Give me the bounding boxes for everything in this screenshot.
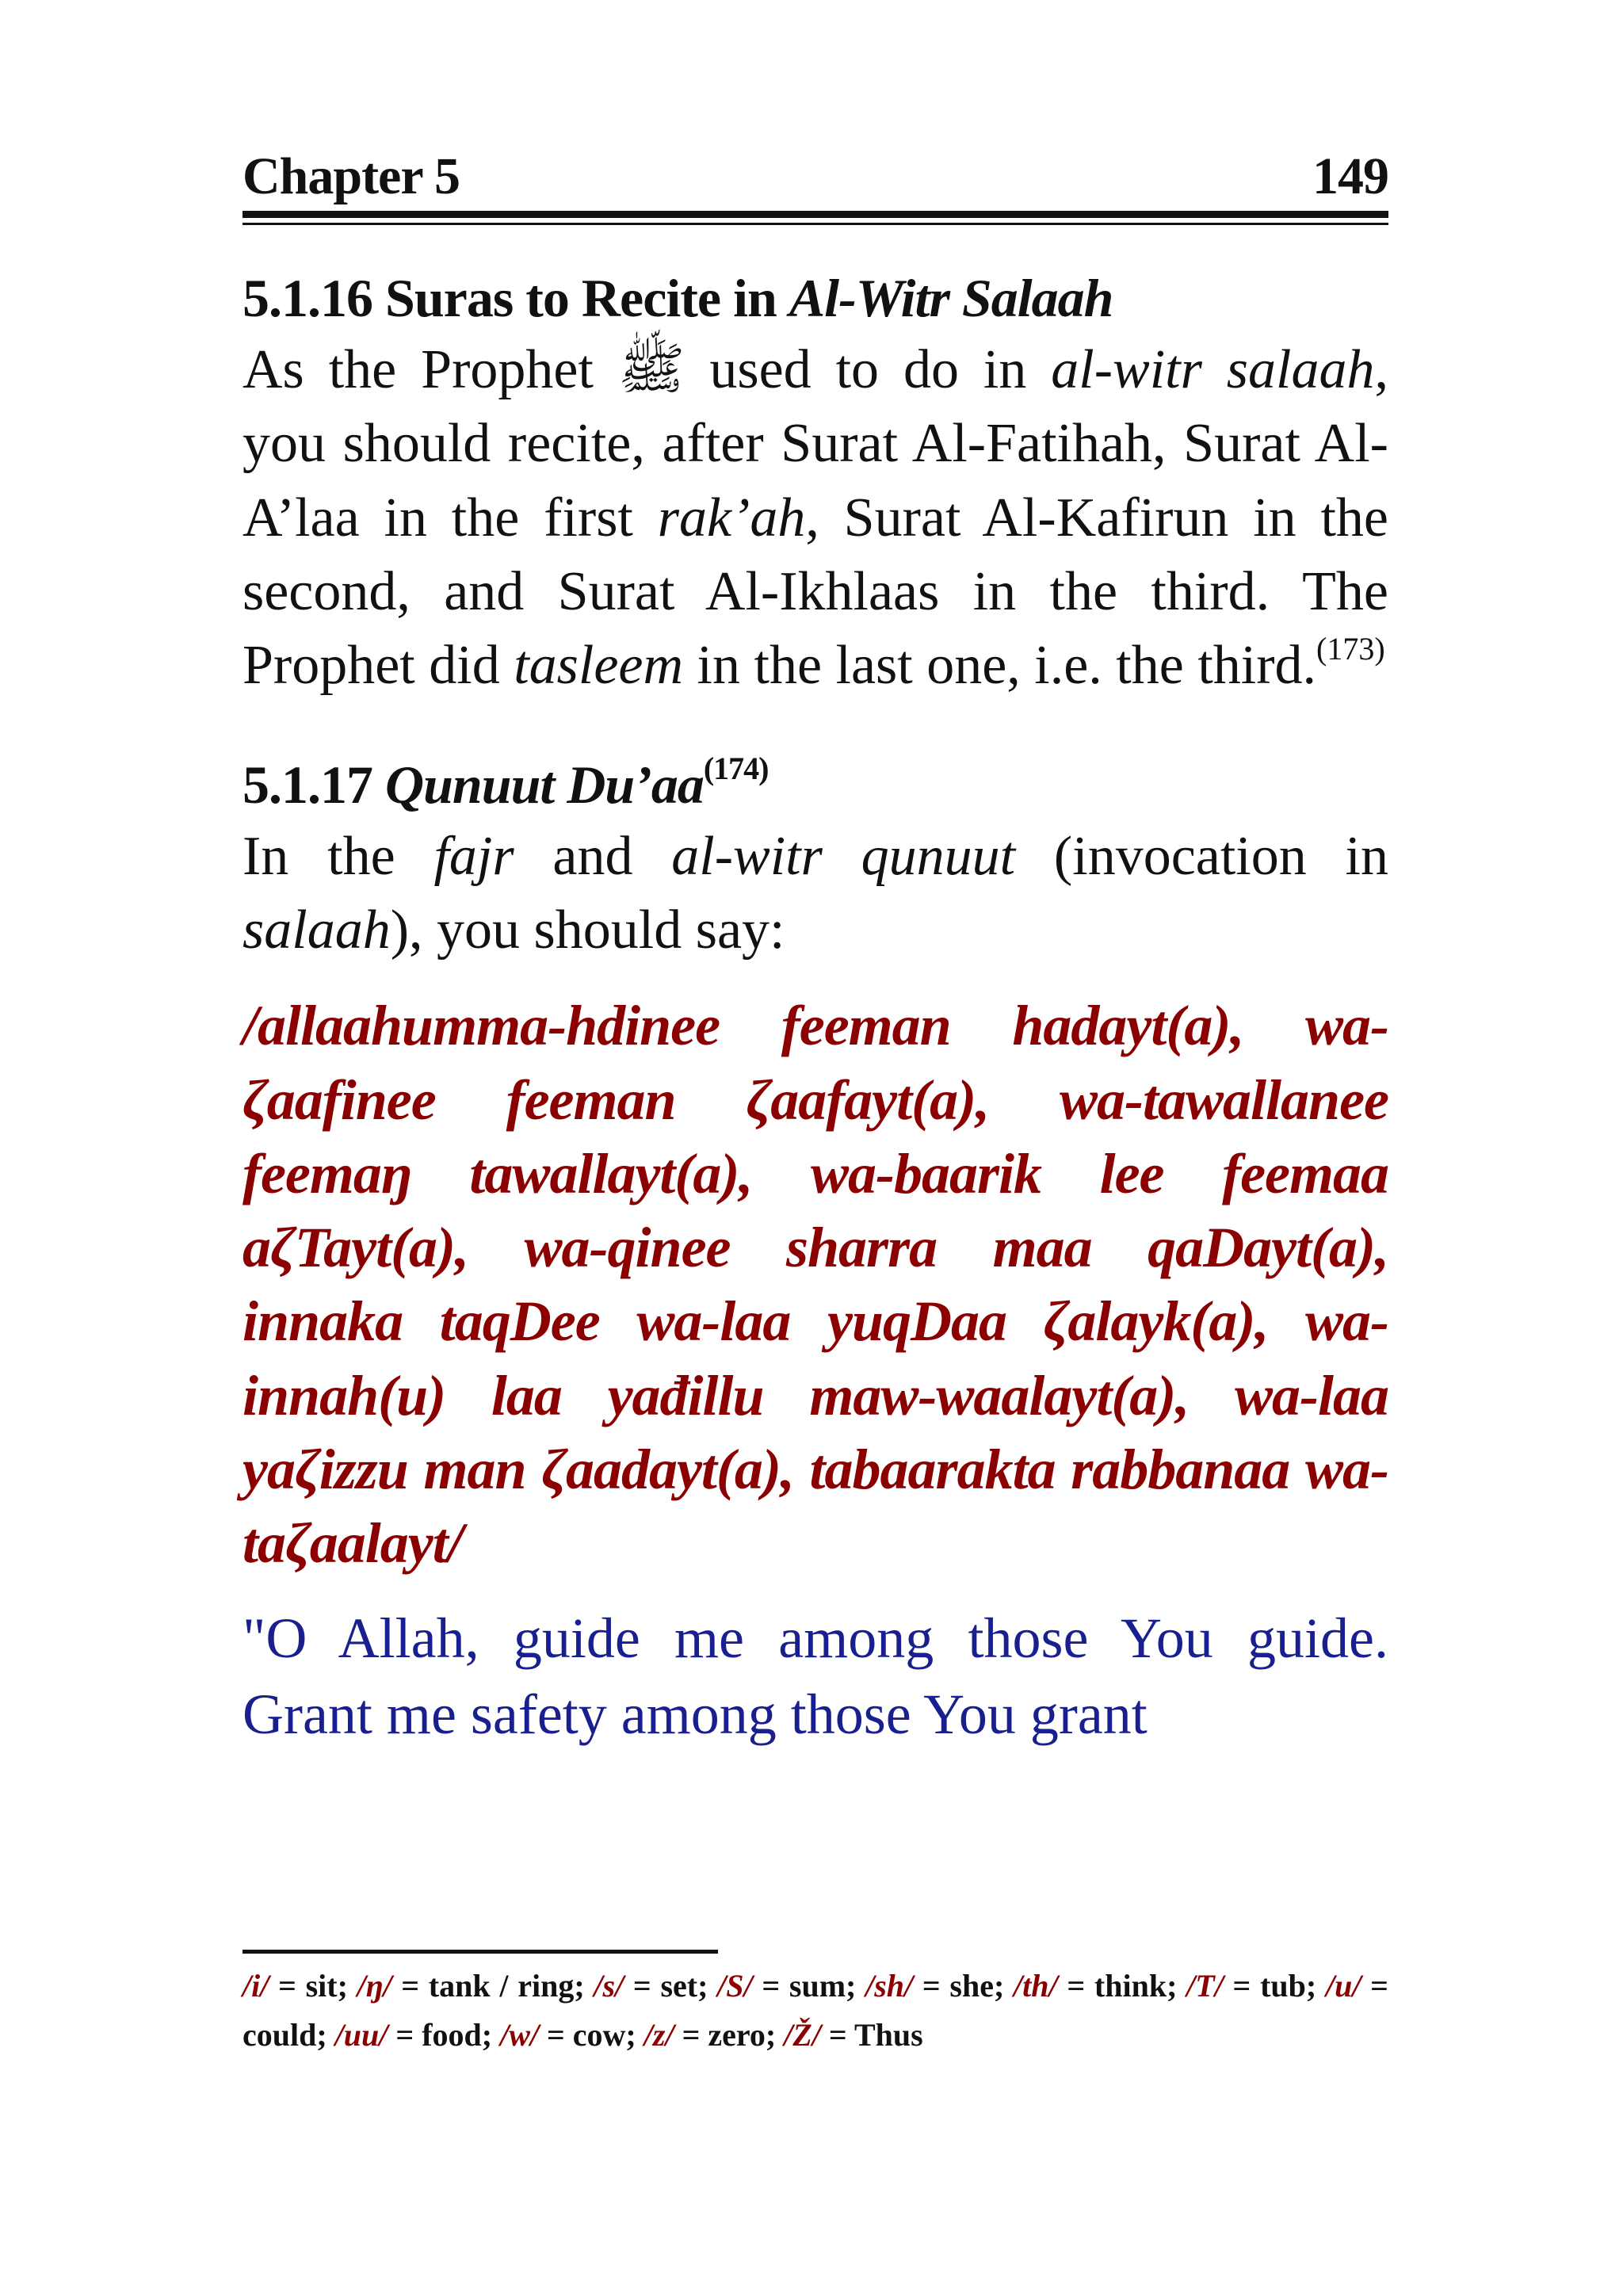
italic-term: salaah <box>242 900 391 961</box>
heading-number: 5.1.16 Suras to Recite in <box>242 268 789 328</box>
footnote-ref-174[interactable]: (174) <box>703 750 769 786</box>
italic-term: al-witr salaah <box>1051 339 1375 401</box>
key-example: = zero; <box>674 2017 785 2053</box>
key-symbol: /ŋ/ <box>357 1968 392 2004</box>
key-example: = sum; <box>752 1968 866 2004</box>
key-example: = cow; <box>539 2017 644 2053</box>
text-segment: (invocation in <box>1015 826 1388 888</box>
key-symbol: /i/ <box>242 1968 269 2004</box>
key-symbol: /u/ <box>1325 1968 1361 2004</box>
key-example: = could; <box>242 1968 1388 2053</box>
header-rule-thick <box>242 211 1388 218</box>
key-symbol: /w/ <box>500 2017 539 2053</box>
text-segment: , Surat Al-Kafirun in the second, and Surat Al-Ikhlaas in the third. The Prophet did <box>242 487 1388 696</box>
key-example: = think; <box>1057 1968 1187 2004</box>
section-heading-5-1-16 <box>242 263 1388 333</box>
footnote-ref-173[interactable]: (173) <box>1316 630 1385 667</box>
key-example: = tank / ring; <box>391 1968 594 2004</box>
page-content <box>242 147 1388 1753</box>
key-symbol: /T/ <box>1186 1968 1224 2004</box>
key-symbol: /s/ <box>594 1968 624 2004</box>
text-segment: As the Prophet <box>242 339 618 401</box>
section-heading-5-1-17 <box>242 750 1388 819</box>
heading-italic: Qunuut Du’aa <box>385 754 704 815</box>
italic-term: tasleem <box>514 634 684 696</box>
heading-italic: Al-Witr Salaah <box>789 268 1113 328</box>
text-segment: , you should recite, after Surat Al-Fatihah, Surat Al-A’laa in the first <box>242 339 1388 548</box>
honorific-glyph: ﷺ <box>617 339 685 401</box>
chapter-title: Chapter 5 <box>242 147 460 205</box>
text-segment: ), you should say: <box>390 900 785 961</box>
key-example: = food; <box>388 2017 501 2053</box>
text-segment: in the last one, i.e. the third. <box>683 634 1317 696</box>
key-symbol: /uu/ <box>334 2017 388 2053</box>
section-5-1-17-paragraph <box>242 819 1388 967</box>
header-rule-thin <box>242 223 1388 225</box>
key-example: = she; <box>913 1968 1014 2004</box>
footnote-rule <box>242 1950 718 1954</box>
dua-transliteration: /allaahumma-hdinee feeman hadayt(a), wa-ζaafinee feeman ζaafayt(a), wa-tawallanee feemaŋ tawallayt(a), wa-baarik lee feemaa aζTayt(a), wa-qinee sharra maa qaDayt(a), innaka taqDee wa-laa yuqDaa ζalayk(a), wa-innah(u) laa yađillu maw-waalayt(a), wa-laa yaζizzu man ζaadayt(a), tabaarakta rabbanaa wa-taζaalayt/ <box>242 994 1388 1576</box>
key-example: = set; <box>624 1968 718 2004</box>
key-symbol: /Ž/ <box>784 2017 821 2053</box>
key-symbol: /z/ <box>643 2017 674 2053</box>
page-number: 149 <box>1312 147 1388 205</box>
heading-number: 5.1.17 <box>242 754 385 815</box>
pronunciation-key-footnote <box>242 1962 1388 2060</box>
italic-term: rak’ah <box>657 487 806 548</box>
section-5-1-16-paragraph <box>242 333 1388 701</box>
text-segment: In the <box>242 826 434 888</box>
key-symbol: /th/ <box>1014 1968 1058 2004</box>
page-header <box>242 147 1388 211</box>
key-symbol: /S/ <box>717 1968 753 2004</box>
dua-translation: "O Allah, guide me among those You guide. Grant me safety among those You grant <box>242 1606 1388 1747</box>
key-example: = Thus <box>820 2017 923 2053</box>
key-example: = tub; <box>1223 1968 1326 2004</box>
text-segment: used to do in <box>685 339 1052 401</box>
italic-term: fajr <box>433 826 514 888</box>
key-symbol: /sh/ <box>865 1968 914 2004</box>
text-segment: and <box>514 826 672 888</box>
key-example: = sit; <box>269 1968 357 2004</box>
italic-term: al-witr qunuut <box>671 826 1016 888</box>
